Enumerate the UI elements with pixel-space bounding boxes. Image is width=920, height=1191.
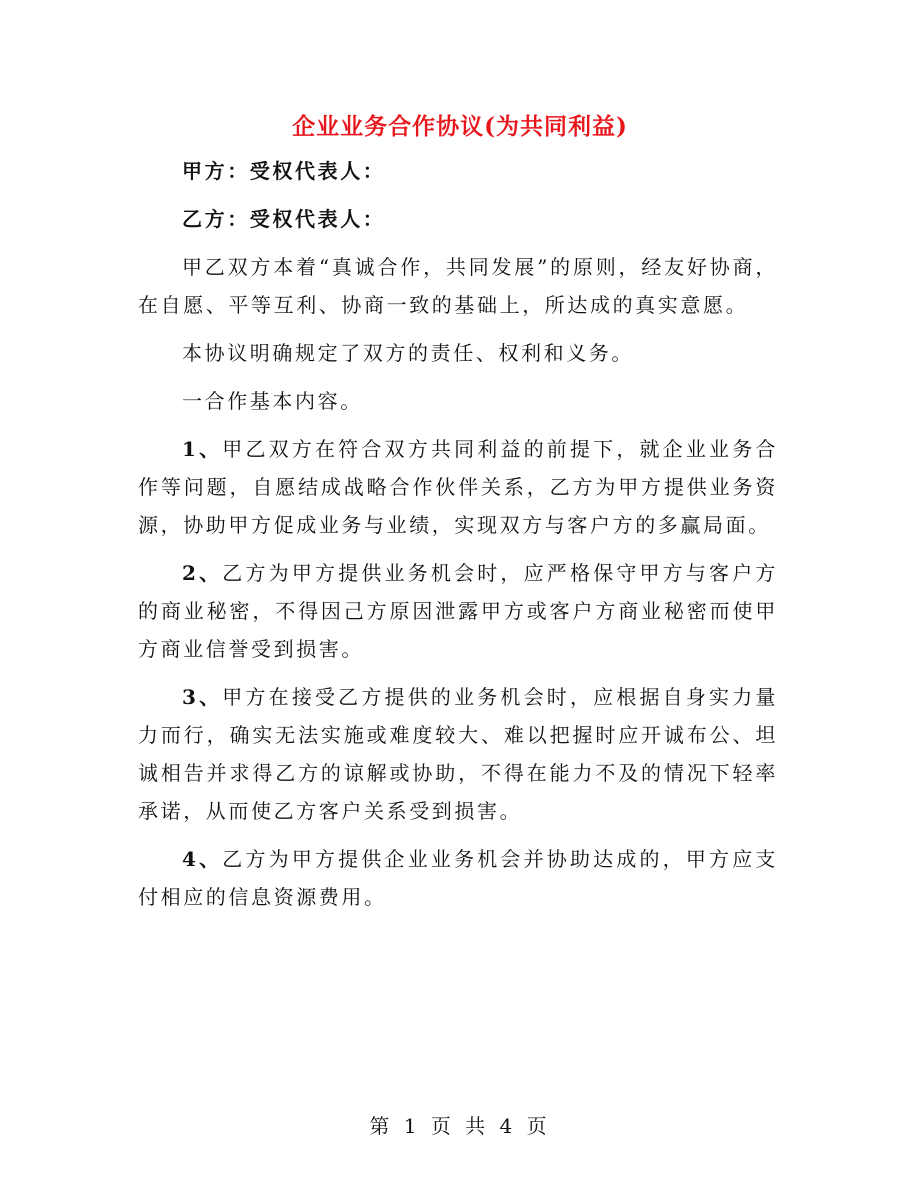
title-text: 企业业务合作协议(为共同利益) bbox=[292, 113, 628, 140]
clause-4 bbox=[138, 840, 778, 916]
clause-1-number: 1 bbox=[182, 437, 199, 461]
clause-4-text: 乙方为甲方提供企业业务机会并协助达成的，甲方应支付相应的信息资源费用。 bbox=[138, 847, 778, 909]
clause-4-separator: 、 bbox=[198, 847, 223, 871]
clause-2-number: 2 bbox=[182, 561, 199, 585]
clause-4-number: 4 bbox=[182, 847, 199, 871]
document-body bbox=[138, 152, 778, 926]
party-a-line: 甲方：受权代表人： bbox=[182, 159, 386, 183]
clause-3 bbox=[138, 678, 778, 830]
clause-1-separator: 、 bbox=[198, 437, 223, 461]
clause-2-text: 乙方为甲方提供业务机会时，应严格保守甲方与客户方的商业秘密，不得因己方原因泄露甲方或客户方商业秘密而使甲方商业信誉受到损害。 bbox=[138, 561, 778, 661]
clause-1 bbox=[138, 430, 778, 544]
party-b-line: 乙方：受权代表人： bbox=[182, 207, 386, 231]
intro-paragraph: 甲乙双方本着“真诚合作，共同发展”的原则，经友好协商，在自愿、平等互利、协商一致的基础上，所达成的真实意愿。 bbox=[138, 255, 778, 317]
clause-3-text: 甲方在接受乙方提供的业务机会时，应根据自身实力量力而行，确实无法实施或难度较大、难以把握时应开诚布公、坦诚相告并求得乙方的谅解或协助，不得在能力不及的情况下轻率承诺，从而使乙方客户关系受到损害。 bbox=[138, 685, 778, 823]
clause-3-number: 3 bbox=[182, 685, 199, 709]
clause-1-text: 甲乙双方在符合双方共同利益的前提下，就企业业务合作等问题，自愿结成战略合作伙伴关系，乙方为甲方提供业务资源，协助甲方促成业务与业绩，实现双方与客户方的多赢局面。 bbox=[138, 437, 778, 537]
page-footer bbox=[0, 1110, 920, 1139]
page-number-label: 第 1 页 共 4 页 bbox=[369, 1114, 551, 1138]
clause-3-separator: 、 bbox=[198, 685, 223, 709]
clause-2 bbox=[138, 554, 778, 668]
clause-2-separator: 、 bbox=[198, 561, 223, 585]
section-heading: 一合作基本内容。 bbox=[182, 389, 363, 413]
intro-statement: 本协议明确规定了双方的责任、权利和义务。 bbox=[182, 341, 634, 365]
document-title bbox=[0, 108, 920, 141]
